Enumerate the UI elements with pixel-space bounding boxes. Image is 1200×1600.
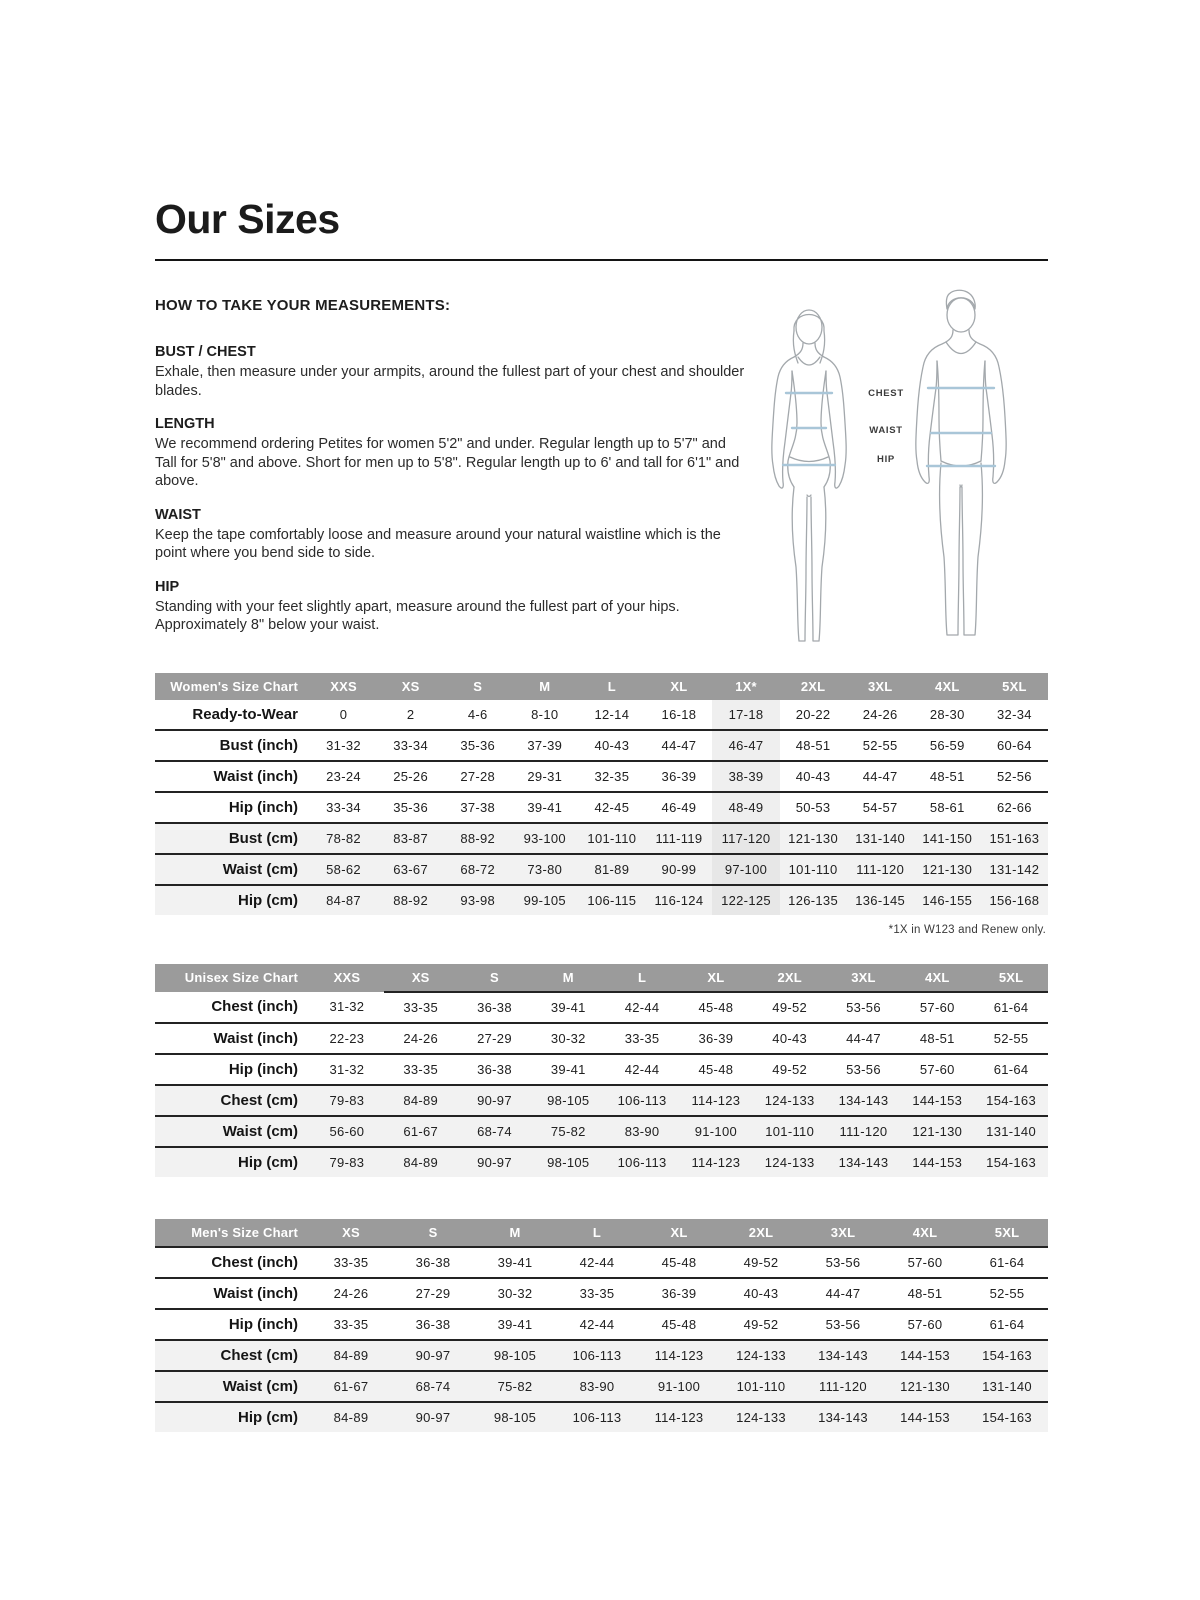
size-cell: 24-26 — [403, 1030, 439, 1046]
size-column-header: 5XL — [974, 964, 1048, 992]
measurement-instructions — [155, 297, 746, 651]
size-cell: 101-110 — [578, 823, 645, 854]
size-column-header: 2XL — [780, 673, 847, 700]
size-cell: 154-163 — [974, 1085, 1048, 1116]
size-cell: 62-66 — [997, 799, 1032, 815]
size-cell: 48-51 — [929, 768, 965, 784]
table-title: Women's Size Chart — [155, 673, 310, 700]
size-cell: 37-38 — [460, 799, 496, 815]
size-cell: 33-35 — [403, 1061, 439, 1077]
size-cell: 28-30 — [929, 706, 965, 722]
section-title: LENGTH — [155, 416, 215, 433]
size-cell: 99-105 — [511, 885, 578, 915]
size-column-header: 4XL — [884, 1219, 966, 1247]
size-cell: 33-34 — [326, 799, 361, 815]
size-cell: 106-113 — [556, 1402, 638, 1432]
table-title: Unisex Size Chart — [155, 964, 310, 992]
size-cell: 12-14 — [594, 706, 630, 722]
size-cell: 30-32 — [550, 1030, 586, 1046]
size-cell: 84-87 — [310, 885, 377, 915]
size-cell: 134-143 — [802, 1402, 884, 1432]
size-cell: 131-140 — [847, 823, 914, 854]
table-row — [155, 1247, 1048, 1278]
row-label: Waist (inch) — [213, 1029, 298, 1047]
size-cell: 111-119 — [645, 823, 712, 854]
size-cell: 101-110 — [753, 1116, 827, 1147]
size-cell: 114-123 — [638, 1402, 720, 1432]
size-cell: 61-67 — [310, 1371, 392, 1402]
size-cell: 4-6 — [467, 706, 488, 722]
size-cell: 68-74 — [392, 1371, 474, 1402]
size-cell: 106-115 — [578, 885, 645, 915]
size-cell: 93-100 — [511, 823, 578, 854]
size-cell: 144-153 — [884, 1340, 966, 1371]
size-cell: 48-51 — [919, 1030, 955, 1046]
section-body: Keep the tape comfortably loose and measure around your natural waistline which is the point where you bend side to side. — [155, 526, 721, 562]
size-cell: 33-35 — [579, 1285, 615, 1301]
row-label: Ready-to-Wear — [192, 705, 298, 723]
size-column-header: XL — [679, 964, 753, 992]
size-cell: 121-130 — [900, 1116, 974, 1147]
size-cell: 101-110 — [780, 854, 847, 885]
female-silhouette-icon — [772, 310, 846, 641]
size-cell: 42-45 — [594, 799, 630, 815]
size-cell: 56-60 — [310, 1116, 384, 1147]
size-cell: 97-100 — [712, 854, 779, 885]
size-cell: 44-47 — [825, 1285, 861, 1301]
size-column-header: XXS — [310, 673, 377, 700]
table-row — [155, 854, 1048, 885]
size-cell: 78-82 — [310, 823, 377, 854]
size-cell: 36-39 — [698, 1030, 734, 1046]
size-cell: 39-41 — [497, 1254, 533, 1270]
mens-size-chart-section — [155, 1219, 1048, 1432]
size-cell: 32-34 — [997, 706, 1032, 722]
size-cell: 91-100 — [679, 1116, 753, 1147]
size-cell: 45-48 — [698, 999, 734, 1015]
size-cell: 35-36 — [393, 799, 428, 815]
size-cell: 31-32 — [329, 999, 365, 1015]
size-cell: 98-105 — [474, 1402, 556, 1432]
size-cell: 57-60 — [907, 1254, 943, 1270]
table-row — [155, 1147, 1048, 1177]
size-cell: 58-61 — [929, 799, 965, 815]
table-row — [155, 1402, 1048, 1432]
size-cell: 25-26 — [393, 768, 428, 784]
size-cell: 54-57 — [862, 799, 898, 815]
size-cell: 39-41 — [527, 799, 563, 815]
size-cell: 33-35 — [333, 1316, 369, 1332]
size-cell: 134-143 — [827, 1085, 901, 1116]
row-label: Bust (inch) — [219, 736, 298, 754]
size-cell: 144-153 — [900, 1085, 974, 1116]
size-cell: 144-153 — [884, 1402, 966, 1432]
size-column-header: 4XL — [914, 673, 981, 700]
size-column-header: XS — [377, 673, 444, 700]
size-cell: 40-43 — [772, 1030, 808, 1046]
size-cell: 58-62 — [310, 854, 377, 885]
size-cell: 36-38 — [477, 1061, 512, 1077]
row-label: Waist (cm) — [155, 854, 310, 885]
section-title: BUST / CHEST — [155, 344, 256, 360]
size-cell: 40-43 — [743, 1285, 779, 1301]
size-cell: 84-89 — [384, 1085, 458, 1116]
size-cell: 45-48 — [661, 1254, 697, 1270]
size-cell: 124-133 — [720, 1402, 802, 1432]
table-header-row — [155, 964, 1048, 992]
size-cell: 134-143 — [827, 1147, 901, 1177]
size-cell: 37-39 — [527, 737, 563, 753]
size-cell: 131-140 — [974, 1116, 1048, 1147]
size-cell: 91-100 — [638, 1371, 720, 1402]
size-column-header: 3XL — [802, 1219, 884, 1247]
size-cell: 50-53 — [795, 799, 831, 815]
size-column-header: 5XL — [981, 673, 1048, 700]
section-body: Standing with your feet slightly apart, measure around the fullest part of your hips. Approximately 8" below your waist. — [155, 598, 680, 634]
size-cell: 52-55 — [993, 1030, 1029, 1046]
size-cell: 154-163 — [974, 1147, 1048, 1177]
size-cell: 38-39 — [712, 761, 779, 792]
size-cell: 33-34 — [393, 737, 428, 753]
size-cell: 75-82 — [531, 1116, 605, 1147]
size-cell: 106-113 — [605, 1085, 679, 1116]
size-cell: 17-18 — [712, 700, 779, 730]
body-measurement-diagram — [746, 283, 1048, 645]
size-cell: 36-38 — [415, 1316, 451, 1332]
size-cell: 88-92 — [444, 823, 511, 854]
size-cell: 8-10 — [531, 706, 559, 722]
womens-size-table — [155, 673, 1048, 915]
chest-label: CHEST — [868, 388, 904, 399]
size-column-header: L — [556, 1219, 638, 1247]
size-cell: 57-60 — [919, 1061, 955, 1077]
size-cell: 81-89 — [578, 854, 645, 885]
size-cell: 131-140 — [966, 1371, 1048, 1402]
row-label: Hip (cm) — [155, 1402, 310, 1432]
size-cell: 31-32 — [326, 737, 361, 753]
size-cell: 61-64 — [993, 1061, 1029, 1077]
size-cell: 36-39 — [661, 768, 697, 784]
size-cell: 39-41 — [550, 999, 586, 1015]
size-column-header: XL — [645, 673, 712, 700]
size-column-header: 1X* — [712, 673, 779, 700]
size-cell: 24-26 — [862, 706, 898, 722]
size-cell: 79-83 — [310, 1147, 384, 1177]
page-title: Our Sizes — [155, 196, 340, 242]
title-divider — [155, 259, 1048, 261]
table-row — [155, 1116, 1048, 1147]
womens-chart-footnote: *1X in W123 and Renew only. — [888, 923, 1046, 936]
size-cell: 144-153 — [900, 1147, 974, 1177]
size-cell: 46-49 — [661, 799, 697, 815]
row-label: Chest (inch) — [211, 998, 298, 1016]
size-cell: 40-43 — [795, 768, 831, 784]
size-cell: 63-67 — [377, 854, 444, 885]
table-row — [155, 1278, 1048, 1309]
size-cell: 56-59 — [929, 737, 965, 753]
section-waist — [155, 507, 746, 563]
size-column-header: 5XL — [966, 1219, 1048, 1247]
table-row — [155, 730, 1048, 761]
size-cell: 61-67 — [384, 1116, 458, 1147]
size-cell: 44-47 — [661, 737, 697, 753]
size-cell: 154-163 — [966, 1402, 1048, 1432]
size-column-header: S — [444, 673, 511, 700]
size-cell: 154-163 — [966, 1340, 1048, 1371]
table-row — [155, 992, 1048, 1023]
section-length — [155, 416, 746, 491]
size-cell: 40-43 — [594, 737, 630, 753]
size-cell: 114-123 — [679, 1085, 753, 1116]
size-column-header: XS — [310, 1219, 392, 1247]
row-label: Hip (cm) — [155, 1147, 310, 1177]
size-cell: 98-105 — [474, 1340, 556, 1371]
size-cell: 106-113 — [605, 1147, 679, 1177]
size-cell: 57-60 — [919, 999, 955, 1015]
size-cell: 122-125 — [712, 885, 779, 915]
size-cell: 126-135 — [780, 885, 847, 915]
size-cell: 49-52 — [772, 999, 808, 1015]
size-cell: 44-47 — [846, 1030, 881, 1046]
size-cell: 84-89 — [310, 1402, 392, 1432]
size-cell: 83-87 — [377, 823, 444, 854]
size-cell: 27-29 — [415, 1285, 451, 1301]
size-cell: 75-82 — [474, 1371, 556, 1402]
size-cell: 121-130 — [914, 854, 981, 885]
row-label: Hip (cm) — [155, 885, 310, 915]
waist-label: WAIST — [869, 425, 903, 436]
size-cell: 24-26 — [333, 1285, 369, 1301]
row-label: Hip (inch) — [228, 798, 298, 816]
size-cell: 83-90 — [556, 1371, 638, 1402]
size-cell: 33-35 — [624, 1030, 660, 1046]
table-row — [155, 700, 1048, 730]
size-column-header: 3XL — [827, 964, 901, 992]
size-cell: 16-18 — [661, 706, 697, 722]
size-cell: 90-97 — [392, 1340, 474, 1371]
size-cell: 98-105 — [531, 1085, 605, 1116]
size-column-header: 2XL — [720, 1219, 802, 1247]
size-cell: 32-35 — [594, 768, 630, 784]
section-body: We recommend ordering Petites for women 5'2" and under. Regular length up to 5'7" and Tall for 5'8" and above. Short for men up to 5'8". Regular length up to 6' and tall for 6'1" and above. — [155, 436, 740, 490]
size-cell: 111-120 — [847, 854, 914, 885]
hip-label: HIP — [877, 454, 895, 465]
size-cell: 121-130 — [884, 1371, 966, 1402]
row-label: Hip (inch) — [228, 1315, 298, 1333]
table-row — [155, 792, 1048, 823]
size-cell: 61-64 — [993, 999, 1029, 1015]
size-cell: 136-145 — [847, 885, 914, 915]
size-cell: 88-92 — [377, 885, 444, 915]
table-row — [155, 1371, 1048, 1402]
size-cell: 33-35 — [403, 999, 439, 1015]
table-row — [155, 1023, 1048, 1054]
size-cell: 48-51 — [795, 737, 831, 753]
size-cell: 61-64 — [989, 1316, 1025, 1332]
size-column-header: S — [458, 964, 532, 992]
size-cell: 35-36 — [460, 737, 496, 753]
size-cell: 83-90 — [605, 1116, 679, 1147]
section-bust-chest — [155, 344, 746, 400]
size-cell: 98-105 — [531, 1147, 605, 1177]
row-label: Waist (inch) — [213, 767, 298, 785]
size-cell: 101-110 — [720, 1371, 802, 1402]
size-cell: 156-168 — [981, 885, 1048, 915]
size-cell: 42-44 — [624, 999, 660, 1015]
size-cell: 68-74 — [458, 1116, 532, 1147]
size-column-header: M — [531, 964, 605, 992]
size-cell: 114-123 — [638, 1340, 720, 1371]
size-cell: 117-120 — [712, 823, 779, 854]
size-column-header: XXS — [310, 964, 384, 992]
size-cell: 53-56 — [846, 1061, 881, 1077]
size-cell: 36-38 — [477, 999, 512, 1015]
size-cell: 48-49 — [712, 792, 779, 823]
size-cell: 52-56 — [997, 768, 1032, 784]
size-cell: 36-38 — [415, 1254, 451, 1270]
row-label: Hip (inch) — [228, 1060, 298, 1078]
size-cell: 49-52 — [743, 1316, 779, 1332]
row-label: Chest (cm) — [155, 1085, 310, 1116]
size-cell: 53-56 — [846, 999, 881, 1015]
size-column-header: L — [578, 673, 645, 700]
size-cell: 45-48 — [698, 1061, 734, 1077]
unisex-size-table — [155, 964, 1048, 1177]
size-cell: 39-41 — [550, 1061, 586, 1077]
size-cell: 124-133 — [753, 1085, 827, 1116]
size-cell: 29-31 — [527, 768, 563, 784]
size-cell: 23-24 — [326, 768, 361, 784]
size-cell: 44-47 — [862, 768, 898, 784]
size-column-header: S — [392, 1219, 474, 1247]
size-column-header: 3XL — [847, 673, 914, 700]
size-cell: 0 — [339, 706, 348, 722]
mens-size-table — [155, 1219, 1048, 1432]
size-cell: 27-28 — [460, 768, 496, 784]
table-row — [155, 1085, 1048, 1116]
row-label: Waist (cm) — [155, 1371, 310, 1402]
size-cell: 124-133 — [753, 1147, 827, 1177]
size-cell: 124-133 — [720, 1340, 802, 1371]
size-cell: 90-97 — [392, 1402, 474, 1432]
size-cell: 90-97 — [458, 1147, 532, 1177]
section-body: Exhale, then measure under your armpits, around the fullest part of your chest and shoulder blades. — [155, 364, 745, 399]
section-title: HIP — [155, 578, 180, 595]
unisex-size-chart-section — [155, 964, 1048, 1177]
table-row — [155, 885, 1048, 915]
size-cell: 2 — [406, 706, 415, 722]
size-cell: 52-55 — [989, 1285, 1025, 1301]
size-cell: 151-163 — [981, 823, 1048, 854]
table-header-row — [155, 1219, 1048, 1247]
size-cell: 45-48 — [661, 1316, 697, 1332]
size-cell: 30-32 — [497, 1285, 533, 1301]
size-cell: 31-32 — [329, 1061, 365, 1077]
table-title: Men's Size Chart — [155, 1219, 310, 1247]
size-cell: 131-142 — [981, 854, 1048, 885]
size-cell: 49-52 — [743, 1254, 779, 1270]
size-cell: 36-39 — [661, 1285, 697, 1301]
measurement-intro — [155, 297, 1048, 651]
table-row — [155, 1054, 1048, 1085]
size-cell: 57-60 — [907, 1316, 943, 1332]
size-cell: 61-64 — [989, 1254, 1025, 1270]
womens-size-chart-section — [155, 673, 1048, 936]
table-header-row — [155, 673, 1048, 700]
size-column-header: L — [605, 964, 679, 992]
size-cell: 134-143 — [802, 1340, 884, 1371]
size-cell: 39-41 — [497, 1316, 533, 1332]
instructions-heading: HOW TO TAKE YOUR MEASUREMENTS: — [155, 297, 451, 314]
size-cell: 79-83 — [310, 1085, 384, 1116]
size-cell: 53-56 — [825, 1254, 861, 1270]
size-cell: 48-51 — [907, 1285, 943, 1301]
size-column-header: M — [474, 1219, 556, 1247]
size-cell: 141-150 — [914, 823, 981, 854]
size-cell: 53-56 — [825, 1316, 861, 1332]
size-column-header: XL — [638, 1219, 720, 1247]
size-cell: 114-123 — [679, 1147, 753, 1177]
size-cell: 84-89 — [310, 1340, 392, 1371]
silhouettes-illustration — [746, 283, 1048, 645]
size-cell: 121-130 — [780, 823, 847, 854]
table-row — [155, 761, 1048, 792]
size-cell: 60-64 — [997, 737, 1032, 753]
size-cell: 106-113 — [556, 1340, 638, 1371]
size-cell: 73-80 — [511, 854, 578, 885]
size-cell: 27-29 — [477, 1030, 512, 1046]
size-cell: 42-44 — [624, 1061, 660, 1077]
size-cell: 93-98 — [444, 885, 511, 915]
size-cell: 20-22 — [795, 706, 831, 722]
size-cell: 42-44 — [579, 1254, 615, 1270]
size-cell: 49-52 — [772, 1061, 808, 1077]
section-hip — [155, 579, 746, 635]
size-cell: 116-124 — [645, 885, 712, 915]
size-cell: 146-155 — [914, 885, 981, 915]
size-cell: 90-99 — [645, 854, 712, 885]
row-label: Waist (cm) — [155, 1116, 310, 1147]
table-row — [155, 823, 1048, 854]
size-cell: 84-89 — [384, 1147, 458, 1177]
size-cell: 42-44 — [579, 1316, 615, 1332]
row-label: Waist (inch) — [213, 1284, 298, 1302]
male-silhouette-icon — [916, 290, 1006, 635]
row-label: Bust (cm) — [155, 823, 310, 854]
size-cell: 46-47 — [712, 730, 779, 761]
size-cell: 52-55 — [862, 737, 898, 753]
size-column-header: 2XL — [753, 964, 827, 992]
section-title: WAIST — [155, 506, 201, 523]
size-cell: 33-35 — [333, 1254, 369, 1270]
size-column-header: 4XL — [900, 964, 974, 992]
size-cell: 68-72 — [444, 854, 511, 885]
size-column-header: M — [511, 673, 578, 700]
row-label: Chest (cm) — [155, 1340, 310, 1371]
size-cell: 111-120 — [802, 1371, 884, 1402]
size-cell: 111-120 — [827, 1116, 901, 1147]
size-cell: 90-97 — [458, 1085, 532, 1116]
size-column-header: XS — [384, 964, 458, 992]
table-row — [155, 1340, 1048, 1371]
table-row — [155, 1309, 1048, 1340]
size-cell: 22-23 — [329, 1030, 365, 1046]
row-label: Chest (inch) — [211, 1253, 298, 1271]
